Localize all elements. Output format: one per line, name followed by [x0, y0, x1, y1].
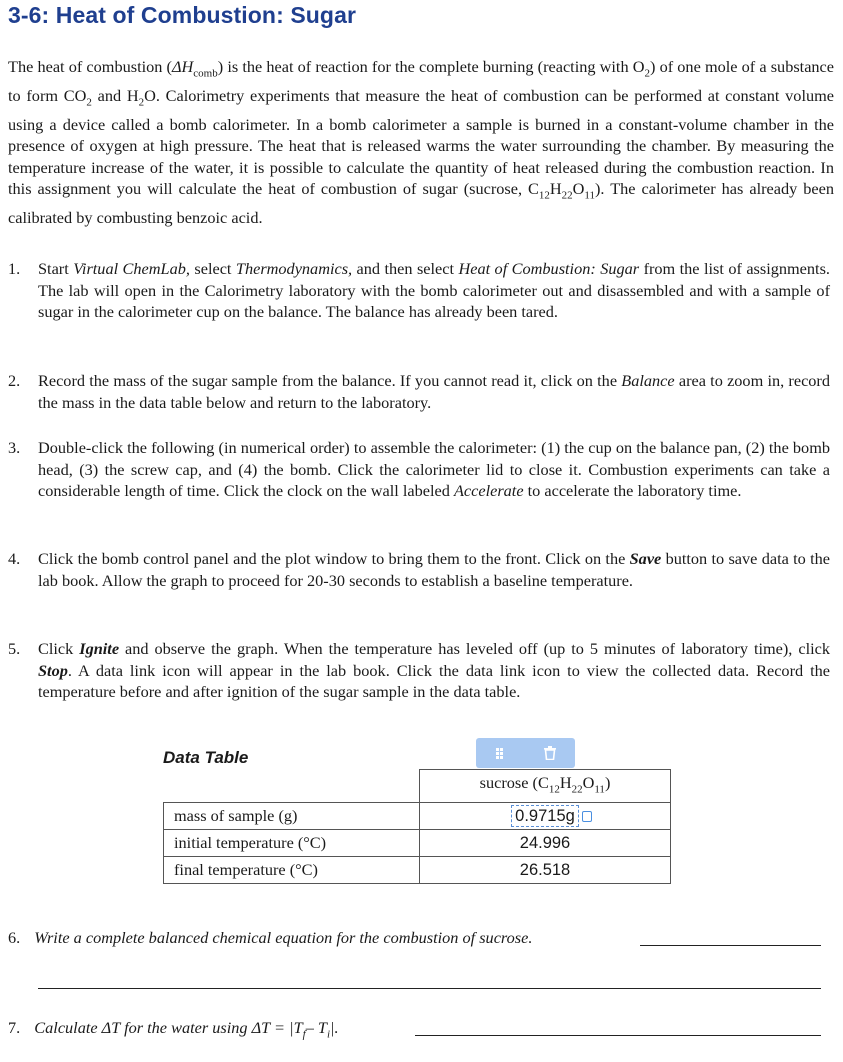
initial-temp-cell[interactable]: 24.996: [420, 830, 671, 857]
answer-line-7[interactable]: [415, 1035, 821, 1036]
data-table-label: Data Table: [163, 748, 249, 767]
answer-line-6a[interactable]: [640, 945, 821, 946]
question-6: 6. Write a complete balanced chemical equation for the combustion of sucrose.: [8, 928, 533, 947]
step-1: 1. Start Virtual ChemLab, select Thermodynamics, and then select Heat of Combustion: Sugar from the list of assignments. The lab will open in the Calorimetry laboratory with the bomb calorimeter out and disassembled and with a sample of sugar in the calorimeter cup on the balance. The balance has already been tared.: [8, 259, 830, 321]
question-7: 7. Calculate ΔT for the water using $\Delta T = |T_f-$ $T_i|$.: [8, 1018, 339, 1041]
column-header-sucrose: sucrose $(C_{12}H_{22}O_{11})$: [420, 770, 671, 803]
final-temp-cell[interactable]: 26.518: [420, 857, 671, 884]
drag-handle-icon[interactable]: [495, 747, 507, 759]
mass-cell[interactable]: [420, 803, 671, 830]
row-label: initial temperature (°C): [164, 830, 420, 857]
row-label: final temperature (°C): [164, 857, 420, 884]
table-header-row: [164, 770, 671, 803]
page-title: 3-6: Heat of Combustion: Sugar: [8, 2, 357, 28]
mass-input[interactable]: 0.9715g: [511, 805, 579, 827]
table-row: [164, 830, 671, 857]
resize-handle-icon[interactable]: [582, 811, 592, 822]
row-label: mass of sample (g): [164, 803, 420, 830]
step-5: 5. Click Ignite and observe the graph. When the temperature has leveled off (up to 5 minutes of laboratory time), click Stop. A data link icon will appear in the lab book. Click the data link icon to view the collected data. Record the temperature before and after ignition of the sugar sample in the data table.: [8, 639, 830, 701]
table-row: [164, 803, 671, 830]
data-table: [163, 769, 671, 884]
intro-paragraph: The heat of combustion $(\Delta H_{comb})$ is the heat of reaction for the complete burning (reacting with $O_2$) of one mole of a substance to form $CO_2$ and $H_2O$. Calorimetry experiments that measure the heat of combustion can be performed at constant volume using a device called a bomb calorimeter. In a bomb calorimeter a sample is burned in a constant-volume chamber in the presence of oxygen at high pressure. The heat that is released warms the water surrounding the chamber. By measuring the temperature increase of the water, it is possible to calculate the quantity of heat released during the combustion reaction. In this assignment you will calculate the heat of combustion of sugar (sucrose, $C_{12}H_{22}O_{11}$). The calorimeter has already been calibrated by combusting benzoic acid.: [8, 57, 835, 227]
step-2: 2. Record the mass of the sugar sample from the balance. If you cannot read it, click on the Balance area to zoom in, record the mass in the data table below and return to the laboratory.: [8, 371, 830, 412]
step-3: 3. Double-click the following (in numerical order) to assemble the calorimeter: (1) the cup on the balance pan, (2) the bomb head, (3) the screw cap, and (4) the bomb. Click the calorimeter lid to close it. Combustion experiments can take a considerable length of time. Click the clock on the wall labeled Accelerate to accelerate the laboratory time.: [8, 438, 830, 500]
trash-icon[interactable]: [544, 746, 556, 760]
step-4: 4. Click the bomb control panel and the plot window to bring them to the front. Click on the Save button to save data to the lab book. Allow the graph to proceed for 20-30 seconds to establish a baseline temperature.: [8, 549, 830, 590]
cell-edit-toolbar[interactable]: [476, 738, 575, 768]
answer-line-6b[interactable]: [38, 988, 821, 989]
table-row: [164, 857, 671, 884]
